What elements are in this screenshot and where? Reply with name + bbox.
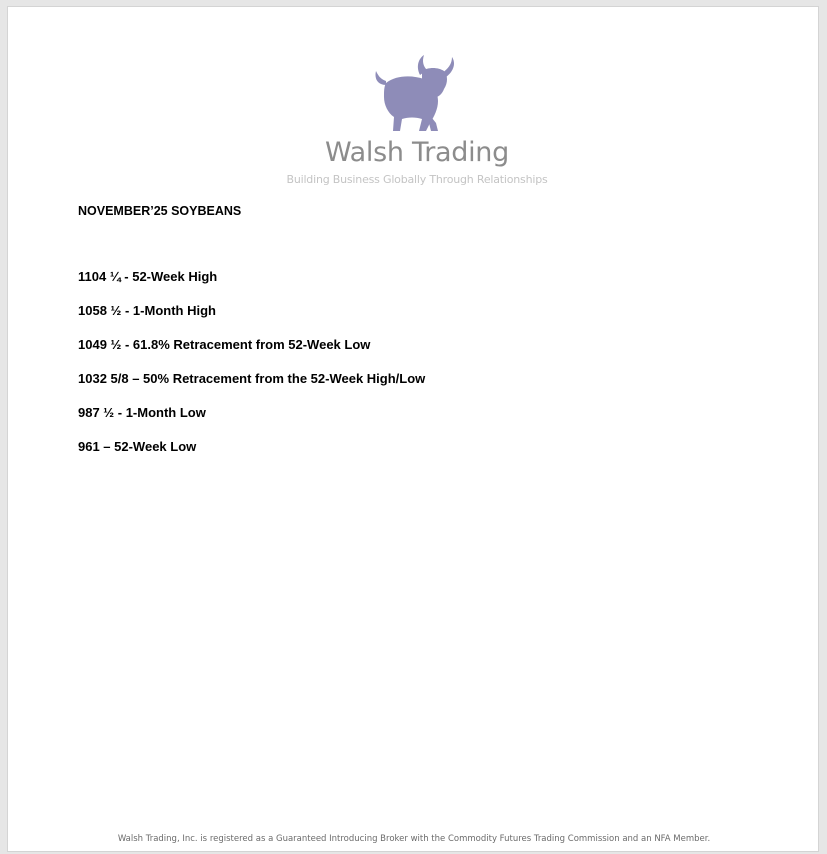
footer-disclaimer: Walsh Trading, Inc. is registered as a Guaranteed Introducing Broker with the Commodity Futures Trading Commission and an NFA Member. (117, 834, 711, 844)
price-level-item: 987 ½ - 1-Month Low (78, 405, 206, 420)
company-logo (284, 51, 550, 191)
brand-tagline: Building Business Globally Through Relationships (286, 173, 548, 186)
document-page (7, 6, 819, 852)
price-level-item: 1058 ½ - 1-Month High (78, 303, 216, 318)
price-level-item: 1049 ½ - 61.8% Retracement from 52-Week Low (78, 337, 371, 352)
bull-icon (372, 53, 464, 133)
brand-name: Walsh Trading (325, 137, 509, 168)
price-level-item: 1032 5/8 – 50% Retracement from the 52-Week High/Low (78, 371, 426, 386)
price-level-item: 961 – 52-Week Low (78, 439, 197, 454)
price-levels-list (78, 269, 425, 473)
document-title: NOVEMBER’25 SOYBEANS (78, 204, 242, 218)
price-level-item: 1104 ¼ - 52-Week High (78, 269, 218, 284)
